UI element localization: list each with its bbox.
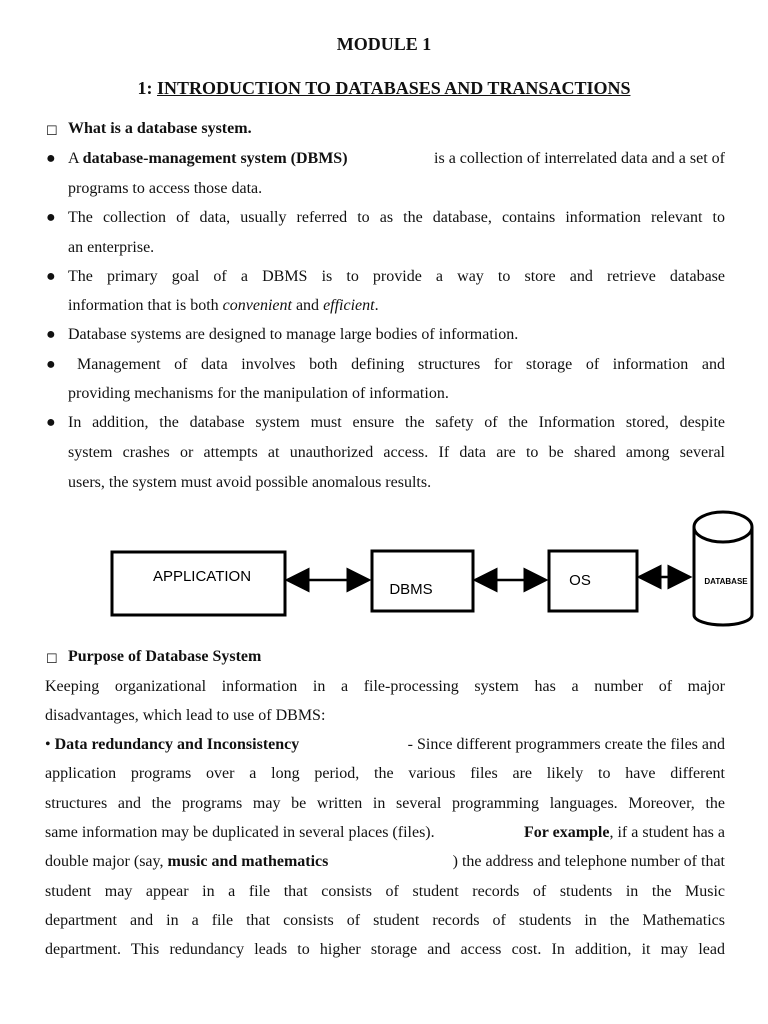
redundancy-l5-bold: music and mathematics xyxy=(167,853,329,870)
chapter-number: 1: xyxy=(137,78,158,98)
os-box xyxy=(549,551,637,611)
redundancy-dot: • xyxy=(45,736,55,753)
bullet-dot-icon: ● xyxy=(46,326,56,343)
bullet-3-text-b: and xyxy=(291,297,324,314)
bullet-3-text-a: information that is both xyxy=(68,297,223,314)
bullet-3-line-1: The primary goal of a DBMS is to provide a way to store and retrieve database xyxy=(68,268,725,285)
checkbox-bullet-icon: ☐ xyxy=(46,123,58,138)
section-heading-purpose: Purpose of Database System xyxy=(68,648,262,665)
bullet-5-line-1: Management of data involves both defining structures for storage of information and xyxy=(77,356,725,373)
bullet-1-line-2: programs to access those data. xyxy=(68,180,263,197)
purpose-para-line-2: disadvantages, which lead to use of DBMS: xyxy=(45,707,326,724)
redundancy-line-7: department and in a file that consists of student records of students in the Mathematics xyxy=(45,912,725,929)
redundancy-l4-b: , if a student has a xyxy=(609,824,725,841)
os-label: OS xyxy=(569,572,591,589)
redundancy-line-4 xyxy=(45,824,725,842)
redundancy-rest: - Since different programmers create the files and xyxy=(407,736,725,753)
redundancy-bold: Data redundancy and Inconsistency xyxy=(54,736,300,753)
purpose-para-line-1: Keeping organizational information in a file-processing system has a number of major xyxy=(45,678,725,695)
redundancy-line-3: structures and the programs may be written in several programming languages. Moreover, the xyxy=(45,795,725,812)
chapter-title-text: INTRODUCTION TO DATABASES AND TRANSACTIONS xyxy=(157,78,631,98)
bullet-2-line-2: an enterprise. xyxy=(68,239,155,256)
bullet-dot-icon: ● xyxy=(46,268,56,285)
redundancy-line-8: department. This redundancy leads to higher storage and access cost. In addition, it may lead xyxy=(45,941,725,958)
database-cylinder-icon xyxy=(694,512,752,625)
bullet-6-line-3: users, the system must avoid possible anomalous results. xyxy=(68,474,432,491)
bullet-3-italic-2: efficient xyxy=(323,297,375,314)
bullet-2-line-1: The collection of data, usually referred to as the database, contains information relevant to xyxy=(68,209,725,226)
bullet-3-text-c: . xyxy=(374,297,379,314)
bullet-5-line-2: providing mechanisms for the manipulation of information. xyxy=(68,385,449,402)
bullet-dot-icon: ● xyxy=(46,209,56,226)
bullet-dot-icon: ● xyxy=(46,414,56,431)
redundancy-l5-a: double major (say, xyxy=(45,853,168,870)
redundancy-line-1 xyxy=(45,736,725,754)
chapter-title xyxy=(0,78,768,99)
bullet-1-bold: database-management system (DBMS) xyxy=(82,150,348,167)
redundancy-l4-bold: For example xyxy=(524,824,610,841)
redundancy-l4-a: same information may be duplicated in several places (files). xyxy=(45,824,435,841)
section-heading-what-is: What is a database system. xyxy=(68,120,252,137)
bullet-1-text-a: A xyxy=(68,150,83,167)
bullet-3-line-2 xyxy=(68,297,379,315)
bullet-3-italic-1: convenient xyxy=(222,297,292,314)
module-title xyxy=(0,34,768,55)
bullet-1-text-b: is a collection of interrelated data and a set of xyxy=(434,150,725,167)
bullet-6-line-2: system crashes or attempts at unauthorized access. If data are to be shared among several xyxy=(68,444,725,461)
application-label: APPLICATION xyxy=(152,568,252,585)
redundancy-line-2: application programs over a long period, the various files are likely to have different xyxy=(45,765,725,782)
redundancy-line-6: student may appear in a file that consists of student records of students in the Music xyxy=(45,883,725,900)
bullet-1-line-1 xyxy=(68,150,725,168)
bullet-dot-icon: ● xyxy=(46,150,56,167)
bullet-6-line-1: In addition, the database system must ensure the safety of the Information stored, despite xyxy=(68,414,725,431)
bullet-dot-icon: ● xyxy=(46,356,56,373)
redundancy-line-5 xyxy=(45,853,725,871)
dbms-architecture-diagram xyxy=(0,505,768,635)
dbms-label: DBMS xyxy=(389,581,433,598)
checkbox-bullet-icon: ☐ xyxy=(46,651,58,666)
bullet-4-line-1: Database systems are designed to manage large bodies of information. xyxy=(68,326,519,343)
database-label: DATABASE xyxy=(704,577,748,586)
module-title-text: MODULE 1 xyxy=(336,34,432,54)
redundancy-l5-b: ) the address and telephone number of that xyxy=(452,853,725,870)
